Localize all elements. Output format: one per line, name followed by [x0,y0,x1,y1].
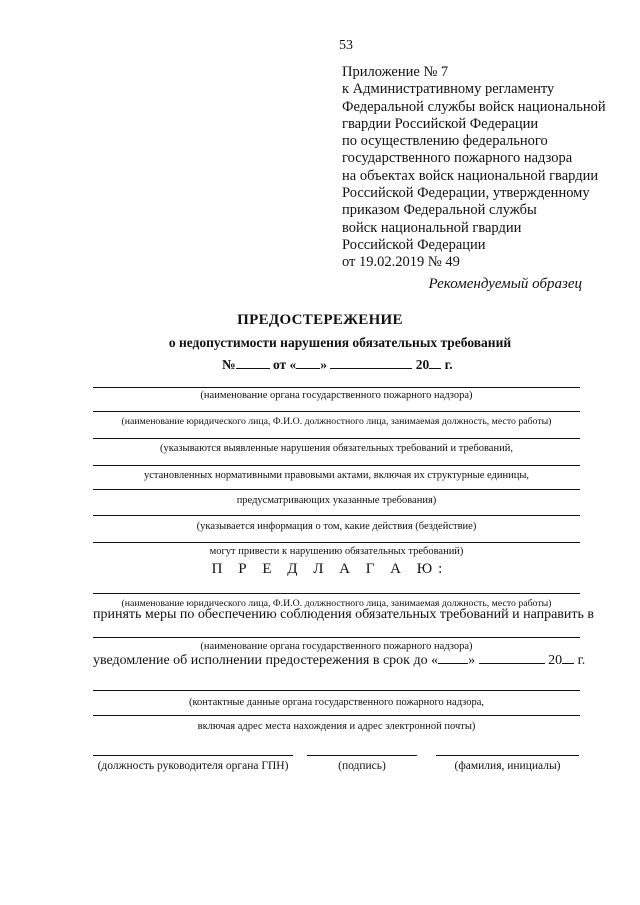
proposal-entity-line[interactable] [93,593,580,594]
organ-name-line[interactable] [93,387,580,388]
legal-entity-caption: (наименование юридического лица, Ф.И.О. должностного лица, занимаемая должность, место работы) [121,416,552,427]
day-field[interactable] [296,356,320,369]
contacts-caption-2: включая адрес места нахождения и адрес электронной почты) [197,721,476,732]
actions-line-2[interactable] [93,542,580,543]
recommended-sample-label: Рекомендуемый образец [428,276,582,292]
sign-line[interactable] [307,755,417,756]
violations-line-1[interactable] [93,438,580,439]
date-from-label: от « [272,357,297,372]
header-line: по осуществлению федерального [342,133,548,150]
position-label: (должность руководителя органа ГПН) [97,760,289,772]
year-suffix: г. [444,357,453,372]
sign-label: (подпись) [338,760,386,772]
header-line: Приложение № 7 [342,64,449,80]
date-close-quote: » [320,357,328,372]
notify-year-prefix: 20 [548,653,563,668]
notify-year-field[interactable] [562,651,574,664]
document-subtitle: о недопустимости нарушения обязательных требований [168,335,512,350]
header-line: войск национальной гвардии [342,219,522,236]
contacts-line-2[interactable] [93,715,580,716]
document-title: ПРЕДОСТЕРЕЖЕНИЕ [237,312,403,328]
header-line: приказом Федеральной службы [342,202,537,219]
violations-line-3[interactable] [93,489,580,490]
violations-caption-2: установленных нормативными правовыми актами, включая их структурные единицы, [143,470,530,481]
page-number: 53 [339,38,353,53]
number-date-line [222,356,453,373]
header-line: государственного пожарного надзора [342,150,573,167]
legal-entity-line[interactable] [93,411,580,412]
proposal-organ-line[interactable] [93,637,580,638]
header-line: к Административному регламенту [342,81,555,98]
header-line: от 19.02.2019 № 49 [342,254,460,271]
proposal-entity-caption: (наименование юридического лица, Ф.И.О. должностного лица, занимаемая должность, место работы) [121,598,552,609]
header-line: Российской Федерации [342,236,486,253]
notification-text: уведомление об исполнении предостережения в срок до « [93,653,439,668]
contacts-line-1[interactable] [93,690,580,691]
proposal-organ-caption: (наименование органа государственного пожарного надзора) [200,641,473,652]
notify-month-field[interactable] [479,651,545,664]
notify-day-field[interactable] [438,651,468,664]
number-field[interactable] [236,356,270,369]
name-label: (фамилия, инициалы) [454,760,561,772]
actions-caption-1: (указывается информация о том, какие действия (бездействие) [196,521,477,532]
violations-caption-3: предусматривающих указанные требования) [236,495,437,506]
take-measures-text: принять меры по обеспечению соблюдения обязательных требований и направить в [93,607,595,622]
violations-caption-1: (указываются выявленные нарушения обязательных требований и требований, [160,443,513,454]
contacts-caption-1: (контактные данные органа государственного пожарного надзора, [188,697,485,708]
actions-line-1[interactable] [93,515,580,516]
header-line: Российской Федерации, утвержденному [342,185,590,202]
number-sign: № [222,357,236,372]
actions-caption-2: могут привести к нарушению обязательных требований) [209,546,464,557]
header-line: гвардии Российской Федерации [342,115,539,132]
notification-line [93,651,585,669]
proposal-heading: П Р Е Д Л А Г А Ю: [211,561,449,577]
position-signature-line[interactable] [93,755,293,756]
month-field[interactable] [330,356,412,369]
year-field[interactable] [429,356,441,369]
organ-name-caption: (наименование органа государственного пожарного надзора) [200,390,473,401]
appendix-header [342,64,606,272]
name-signature-line[interactable] [436,755,579,756]
violations-line-2[interactable] [93,465,580,466]
notify-year-suffix: г. [577,653,586,668]
header-line: Федеральной службы войск национальной [342,98,606,115]
header-line: на объектах войск национальной гвардии [342,167,599,184]
notification-close-quote: » [468,653,476,668]
year-prefix: 20 [415,357,430,372]
